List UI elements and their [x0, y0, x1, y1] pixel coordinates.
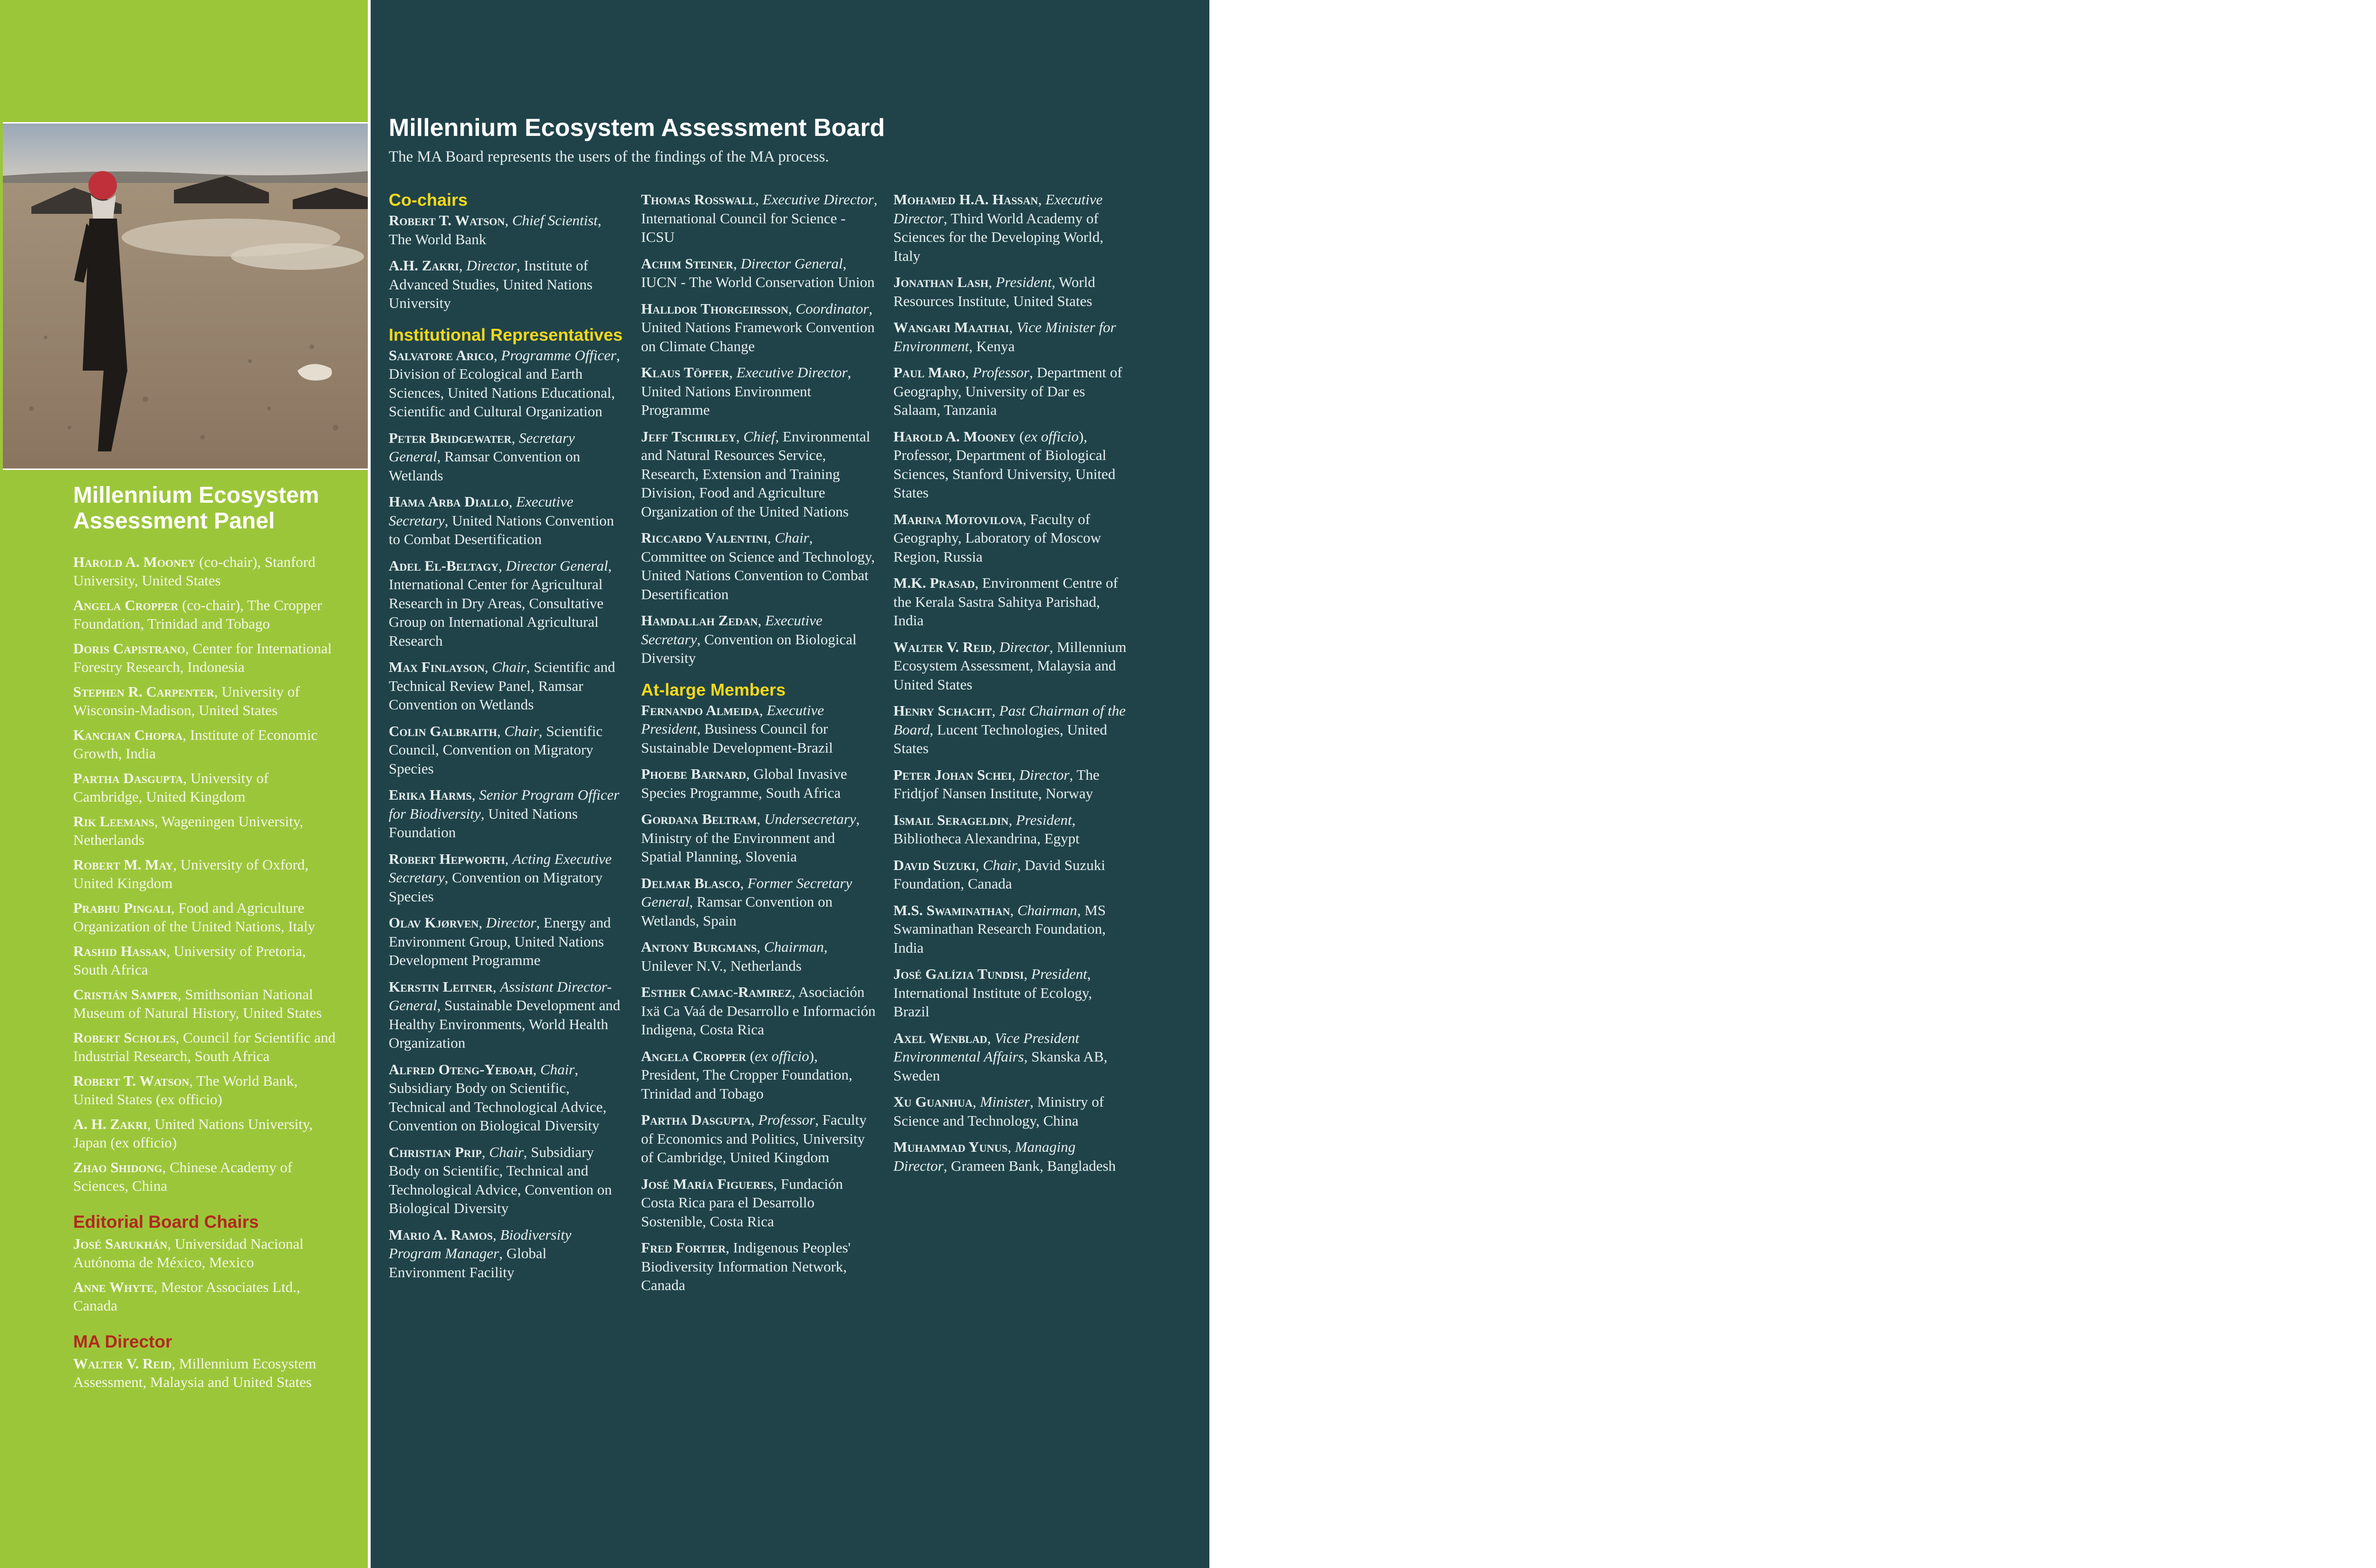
- member-name: Achim Steiner: [641, 255, 734, 272]
- member-name: Peter Johan Schei: [893, 766, 1012, 783]
- member-affiliation: , Chinese Academy of Sciences, China: [73, 1159, 293, 1194]
- member-entry: Angela Cropper (ex officio), President, The Cropper Foundation, Trinidad and Tobago: [641, 1047, 853, 1102]
- member-affiliation: , Faculty of Economics and Politics, University of Cambridge, United Kingdom: [641, 1111, 867, 1166]
- member-affiliation: , Environment Centre of the Kerala Sastra Sahitya Parishad, India: [893, 574, 1118, 629]
- member-role: Undersecretary: [764, 811, 856, 827]
- member-name: Peter Bridgewater: [389, 429, 512, 446]
- member-name: Hamdallah Zedan: [641, 612, 758, 629]
- member-role: Chair: [489, 1143, 524, 1160]
- member-role: Managing Director: [893, 1138, 1076, 1174]
- member-entry: Henry Schacht, Past Chairman of the Board, Lucent Technologies, United States: [893, 702, 1126, 756]
- institutional-list-part1: [389, 346, 626, 1282]
- member-entry: [641, 1175, 879, 1231]
- member-entry: [73, 942, 339, 979]
- member-entry: Klaus Töpfer, Executive Director, United Nations Environment Programme: [641, 364, 852, 418]
- member-name: Paul Maro: [893, 364, 966, 381]
- assessment-panel-list: [73, 483, 339, 1398]
- member-role: Executive Director: [893, 191, 1103, 227]
- member-entry: Wangari Maathai, Vice Minister for Environment, Kenya: [893, 319, 1116, 354]
- member-entry: [641, 1238, 879, 1295]
- member-affiliation: , Subsidiary Body on Scientific, Technical and Technological Advice, Convention on Biological Diversity: [389, 1143, 612, 1216]
- member-affiliation: , Indigenous Peoples' Biodiversity Information Network, Canada: [641, 1239, 851, 1293]
- member-name: Harold A. Mooney: [893, 428, 1016, 445]
- member-role: Chairman: [764, 938, 824, 955]
- member-role: Vice Minister for Environment: [893, 319, 1116, 354]
- member-role: Assistant Director-General: [389, 978, 612, 1013]
- member-affiliation: , The World Bank: [389, 212, 602, 248]
- member-entry: Harold A. Mooney (ex officio), Professor, Department of Biological Sciences, Stanford University, United States: [893, 428, 1116, 501]
- member-role: Executive Secretary: [389, 493, 574, 529]
- member-name: Walter V. Reid: [73, 1355, 172, 1372]
- atlarge-list-part1: [641, 701, 879, 1295]
- member-role: President: [1016, 811, 1072, 828]
- member-entry: [73, 1029, 339, 1065]
- member-entry: Erika Harms, Senior Program Officer for Biodiversity, United Nations Foundation: [389, 786, 620, 841]
- member-affiliation: , Kenya: [968, 337, 1015, 354]
- member-name: Angela Cropper: [73, 597, 179, 613]
- member-name: Jeff Tschirley: [641, 428, 736, 445]
- member-name: Harold A. Mooney: [73, 554, 196, 570]
- member-entry: A.H. Zakri, Director, Institute of Advanced Studies, United Nations University: [389, 257, 593, 311]
- member-name: Gordana Beltram: [641, 811, 757, 827]
- member-affiliation: (co-chair), Stanford University, United States: [73, 554, 316, 589]
- member-name: Ismail Serageldin: [893, 811, 1009, 828]
- member-entry: [73, 1355, 339, 1391]
- member-role: Executive President: [641, 701, 824, 737]
- member-name: Erika Harms: [389, 786, 472, 803]
- member-entry: Christian Prip, Chair, Subsidiary Body on Scientific, Technical and Technological Advice, Convention on Biological Diversity: [389, 1143, 612, 1216]
- member-role: Senior Program Officer for Biodiversity: [389, 786, 620, 822]
- member-entry: [73, 985, 339, 1022]
- member-entry: [73, 1278, 339, 1315]
- cochairs-heading: Co-chairs: [389, 190, 468, 210]
- member-entry: Jeff Tschirley, Chief, Environmental and Natural Resources Service, Research, Extension and Training Division, Food and Agriculture Organization of the United Nations: [641, 428, 871, 520]
- member-name: Kerstin Leitner: [389, 978, 493, 995]
- member-role: Chairman: [1017, 901, 1077, 918]
- member-entry: Gordana Beltram, Undersecretary, Ministry of the Environment and Spatial Planning, Slovenia: [641, 811, 860, 865]
- member-entry: [73, 1072, 339, 1109]
- member-name: Rashid Hassan: [73, 943, 167, 959]
- member-affiliation: , Fundación Costa Rica para el Desarrollo Sostenible, Costa Rica: [641, 1175, 843, 1230]
- member-entry: [73, 1115, 339, 1152]
- member-name: Wangari Maathai: [893, 319, 1009, 335]
- member-affiliation: ), President, The Cropper Foundation, Trinidad and Tobago: [641, 1047, 853, 1102]
- member-affiliation: (co-chair), The Cropper Foundation, Trinidad and Tobago: [73, 597, 322, 632]
- member-affiliation: , United Nations University, Japan (ex officio): [73, 1116, 313, 1151]
- member-name: Colin Galbraith: [389, 722, 497, 739]
- member-name: Halldor Thorgeirsson: [641, 300, 788, 317]
- institutional-list-part2: [641, 190, 879, 668]
- member-affiliation: , Grameen Bank, Bangladesh: [943, 1157, 1116, 1174]
- member-name: Xu Guanhua: [893, 1093, 973, 1110]
- member-entry: Jonathan Lash, President, World Resources Institute, United States: [893, 274, 1095, 309]
- member-entry: Ismail Serageldin, President, Bibliotheca Alexandrina, Egypt: [893, 811, 1080, 847]
- member-name: Partha Dasgupta: [73, 770, 183, 786]
- member-name: Phoebe Barnard: [641, 765, 746, 782]
- member-role: Professor: [972, 364, 1030, 381]
- member-role: Director: [486, 914, 537, 931]
- member-entry: [73, 899, 339, 936]
- member-name: Hama Arba Diallo: [389, 493, 509, 510]
- member-affiliation: , Faculty of Geography, Laboratory of Moscow Region, Russia: [893, 510, 1102, 565]
- member-role: Former Secretary General: [641, 874, 853, 910]
- member-affiliation: , Committee on Science and Technology, United Nations Convention to Combat Desertification: [641, 529, 875, 602]
- member-role: Vice President Environmental Affairs: [893, 1029, 1080, 1065]
- member-affiliation: , Subsidiary Body on Scientific, Technical and Technological Advice, Convention on Biological Diversity: [389, 1061, 607, 1134]
- member-role: Chair: [775, 529, 809, 546]
- member-entry: Muhammad Yunus, Managing Director, Grameen Bank, Bangladesh: [893, 1138, 1116, 1174]
- member-name: Mohamed H.A. Hassan: [893, 191, 1038, 208]
- member-affiliation: , MS Swaminathan Research Foundation, India: [893, 901, 1106, 956]
- member-entry: [641, 765, 879, 802]
- member-affiliation: , Ministry of the Environment and Spatial Planning, Slovenia: [641, 811, 860, 865]
- member-affiliation: , Ramsar Convention on Wetlands: [389, 448, 580, 484]
- member-name: José Galízia Tundisi: [893, 966, 1024, 982]
- member-affiliation: , United Nations Environment Programme: [641, 364, 852, 418]
- member-role: Chair: [504, 722, 539, 739]
- member-affiliation: , University of Oxford, United Kingdom: [73, 856, 309, 891]
- member-name: A.H. Zakri: [389, 257, 459, 274]
- member-affiliation: , Wageningen University, Netherlands: [73, 813, 304, 848]
- member-role: Chief Scientist: [512, 212, 598, 229]
- member-role: Director: [1019, 766, 1070, 783]
- member-entry: Mario A. Ramos, Biodiversity Program Manager, Global Environment Facility: [389, 1226, 572, 1281]
- member-name: Robert T. Watson: [73, 1072, 190, 1089]
- member-entry: David Suzuki, Chair, David Suzuki Foundation, Canada: [893, 856, 1105, 892]
- member-name: Christian Prip: [389, 1143, 482, 1160]
- member-entry: Kerstin Leitner, Assistant Director-General, Sustainable Development and Healthy Environments, World Health Organization: [389, 978, 621, 1051]
- member-name: Muhammad Yunus: [893, 1138, 1008, 1155]
- member-entry: [73, 856, 339, 892]
- member-name: Walter V. Reid: [893, 638, 992, 655]
- member-affiliation: , Department of Geography, University of Dar es Salaam, Tanzania: [893, 364, 1122, 418]
- member-role: Chief: [743, 428, 776, 445]
- member-entry: [893, 574, 1131, 630]
- member-role: ex officio: [1024, 428, 1079, 445]
- member-affiliation: , International Institute of Ecology, Brazil: [893, 966, 1092, 1020]
- member-role: Executive Secretary: [641, 612, 823, 648]
- member-name: Antony Burgmans: [641, 938, 757, 955]
- member-affiliation: , Smithsonian National Museum of Natural History, United States: [73, 986, 322, 1021]
- member-name: Alfred Oteng-Yeboah: [389, 1061, 533, 1078]
- member-entry: Fernando Almeida, Executive President, Business Council for Sustainable Development-Brazil: [641, 701, 833, 756]
- member-entry: [73, 726, 339, 763]
- member-entry: Adel El-Beltagy, Director General, International Center for Agricultural Research in Dry Areas, Consultative Group on International Agricultural Research: [389, 557, 612, 649]
- member-entry: Xu Guanhua, Minister, Ministry of Science and Technology, China: [893, 1093, 1104, 1129]
- member-affiliation: , David Suzuki Foundation, Canada: [893, 856, 1105, 892]
- member-name: Klaus Töpfer: [641, 364, 729, 381]
- member-affiliation: , Convention on Migratory Species: [389, 869, 603, 905]
- institutional-heading: Institutional Representatives: [389, 325, 623, 344]
- member-role: Executive Director: [762, 191, 874, 208]
- member-role: Secretary General: [389, 429, 575, 465]
- cochairs-list: [389, 211, 626, 313]
- member-name: Kanchan Chopra: [73, 727, 183, 743]
- member-affiliation: , International Council for Science - ICSU: [641, 191, 878, 245]
- member-name: Prabhu Pingali: [73, 899, 171, 916]
- member-name: Fernando Almeida: [641, 701, 760, 718]
- member-role: Acting Executive Secretary: [389, 850, 612, 886]
- member-name: José Sarukhán: [73, 1235, 168, 1252]
- board-subtitle: The MA Board represents the users of the findings of the MA process.: [389, 148, 829, 165]
- member-affiliation: , Skanska AB, Sweden: [893, 1048, 1108, 1084]
- member-role: Director General: [740, 255, 843, 272]
- member-name: Anne Whyte: [73, 1279, 154, 1295]
- member-affiliation: , Center for International Forestry Research, Indonesia: [73, 640, 332, 675]
- member-entry: Alfred Oteng-Yeboah, Chair, Subsidiary Body on Scientific, Technical and Technological Advice, Convention on Biological Diversity: [389, 1061, 607, 1134]
- member-entry: [73, 1158, 339, 1195]
- member-entry: Max Finlayson, Chair, Scientific and Technical Review Panel, Ramsar Convention on Wetlands: [389, 659, 615, 713]
- member-affiliation: , Council for Scientific and Industrial Research, South Africa: [73, 1029, 335, 1064]
- member-entry: Partha Dasgupta, Professor, Faculty of Economics and Politics, University of Cambridge, United Kingdom: [641, 1111, 867, 1166]
- member-affiliation: , Unilever N.V., Netherlands: [641, 938, 828, 974]
- member-entry: Thomas Rosswall, Executive Director, International Council for Science - ICSU: [641, 191, 878, 245]
- member-name: Henry Schacht: [893, 702, 992, 719]
- member-entry: Antony Burgmans, Chairman, Unilever N.V., Netherlands: [641, 938, 828, 974]
- member-entry: Paul Maro, Professor, Department of Geography, University of Dar es Salaam, Tanzania: [893, 364, 1122, 418]
- member-entry: [73, 596, 339, 633]
- board-column-2: [641, 190, 879, 1302]
- member-role: Executive Director: [736, 364, 848, 381]
- member-entry: Peter Bridgewater, Secretary General, Ramsar Convention on Wetlands: [389, 429, 580, 484]
- member-name: Fred Fortier: [641, 1239, 726, 1256]
- member-affiliation: , United Nations Convention to Combat Desertification: [389, 512, 614, 547]
- board-title: Millennium Ecosystem Assessment Board: [389, 114, 885, 142]
- member-affiliation: , Asociación Ixä Ca Vaá de Desarrollo e Información Indigena, Costa Rica: [641, 984, 876, 1038]
- member-entry: M.S. Swaminathan, Chairman, MS Swaminathan Research Foundation, India: [893, 901, 1106, 956]
- member-entry: Achim Steiner, Director General, IUCN - The World Conservation Union: [641, 255, 875, 290]
- member-affiliation: , Business Council for Sustainable Development-Brazil: [641, 720, 833, 756]
- member-affiliation: , Lucent Technologies, United States: [893, 721, 1107, 756]
- member-name: David Suzuki: [893, 856, 976, 873]
- editorial-heading: Editorial Board Chairs: [73, 1212, 259, 1232]
- board-column-3: [893, 190, 1131, 1183]
- member-entry: Robert Hepworth, Acting Executive Secretary, Convention on Migratory Species: [389, 850, 612, 905]
- editorial-chairs: [73, 1235, 339, 1315]
- blank-page-area: [1209, 0, 2376, 1568]
- member-affiliation: , University of Pretoria, South Africa: [73, 943, 306, 978]
- member-name: Cristián Samper: [73, 986, 178, 1003]
- member-name: José María Figueres: [641, 1175, 774, 1192]
- member-affiliation: , University of Cambridge, United Kingdom: [73, 770, 269, 805]
- member-entry: [73, 1235, 339, 1272]
- member-name: Robert T. Watson: [389, 212, 505, 229]
- member-affiliation: , The Fridtjof Nansen Institute, Norway: [893, 766, 1100, 802]
- member-name: Riccardo Valentini: [641, 529, 767, 546]
- member-role: Chair: [492, 659, 527, 675]
- member-affiliation: , Institute of Economic Growth, India: [73, 727, 318, 762]
- member-name: Robert Scholes: [73, 1029, 176, 1046]
- ma-director: [73, 1355, 339, 1391]
- member-name: Salvatore Arico: [389, 346, 494, 363]
- atlarge-heading: At-large Members: [641, 679, 786, 699]
- member-role: President: [1031, 966, 1087, 982]
- member-name: Partha Dasgupta: [641, 1111, 751, 1128]
- member-name: Thomas Rosswall: [641, 191, 756, 208]
- panel-title: Millennium Ecosystem Assessment Panel: [73, 483, 319, 534]
- member-entry: [73, 640, 339, 676]
- member-name: Angela Cropper: [641, 1047, 747, 1064]
- member-affiliation: , International Center for Agricultural Research in Dry Areas, Consultative Group on International Agricultural Research: [389, 557, 612, 649]
- member-role: Director General: [506, 557, 608, 574]
- member-role: Coordinator: [795, 300, 869, 317]
- member-role: Director: [466, 257, 517, 274]
- member-role: Programme Officer: [501, 346, 616, 363]
- member-role: President: [996, 274, 1052, 290]
- member-entry: Walter V. Reid, Director, Millennium Ecosystem Assessment, Malaysia and United States: [893, 638, 1127, 693]
- member-name: Stephen R. Carpenter: [73, 683, 214, 700]
- member-affiliation: , Bibliotheca Alexandrina, Egypt: [893, 811, 1080, 847]
- member-name: Max Finlayson: [389, 659, 485, 675]
- member-name: Olav Kjørven: [389, 914, 479, 931]
- member-entry: Halldor Thorgeirsson, Coordinator, United Nations Framework Convention on Climate Change: [641, 300, 875, 354]
- member-entry: [73, 683, 339, 719]
- member-entry: Colin Galbraith, Chair, Scientific Council, Convention on Migratory Species: [389, 722, 603, 777]
- member-role: Chair: [540, 1061, 575, 1078]
- member-name: M.S. Swaminathan: [893, 901, 1010, 918]
- member-affiliation: , Global Invasive Species Programme, South Africa: [641, 765, 847, 801]
- member-role: Chair: [983, 856, 1017, 873]
- member-role: Past Chairman of the Board: [893, 702, 1126, 738]
- member-entry: Hamdallah Zedan, Executive Secretary, Convention on Biological Diversity: [641, 612, 857, 666]
- member-name: Robert M. May: [73, 856, 173, 873]
- member-role: Minister: [980, 1093, 1030, 1110]
- member-affiliation: , Millennium Ecosystem Assessment, Malaysia and United States: [893, 638, 1127, 693]
- member-role: ex officio: [755, 1047, 809, 1064]
- member-affiliation: , Ramsar Convention on Wetlands, Spain: [641, 893, 833, 929]
- member-entry: Salvatore Arico, Programme Officer, Division of Ecological and Earth Sciences, United Nations Educational, Scientific and Cultural Organization: [389, 346, 620, 420]
- director-heading: MA Director: [73, 1332, 172, 1351]
- member-affiliation: , World Resources Institute, United States: [893, 274, 1095, 309]
- member-entry: Peter Johan Schei, Director, The Fridtjof Nansen Institute, Norway: [893, 766, 1100, 802]
- member-entry: Robert T. Watson, Chief Scientist, The World Bank: [389, 212, 602, 248]
- member-entry: [73, 813, 339, 849]
- member-affiliation: , Energy and Environment Group, United Nations Development Programme: [389, 914, 611, 968]
- member-name: Delmar Blasco: [641, 874, 740, 891]
- member-entry: [73, 553, 339, 590]
- member-affiliation: ), Professor, Department of Biological Sciences, Stanford University, United States: [893, 428, 1116, 501]
- member-entry: Riccardo Valentini, Chair, Committee on Science and Technology, United Nations Convention to Combat Desertification: [641, 529, 875, 602]
- atlarge-list-part2: [893, 190, 1131, 1175]
- member-entry: [73, 769, 339, 806]
- member-affiliation: , Sustainable Development and Healthy Environments, World Health Organization: [389, 997, 621, 1051]
- member-affiliation: , Convention on Biological Diversity: [641, 631, 857, 666]
- member-name: Mario A. Ramos: [389, 1226, 493, 1243]
- member-entry: Axel Wenblad, Vice President Environmental Affairs, Skanska AB, Sweden: [893, 1029, 1108, 1084]
- desert-herder-photo: [3, 122, 368, 470]
- photo-illustration: [3, 124, 368, 468]
- member-affiliation: , Food and Agriculture Organization of the United Nations, Italy: [73, 899, 316, 935]
- member-name: Rik Leemans: [73, 813, 154, 830]
- member-role: Director: [999, 638, 1050, 655]
- member-name: A. H. Zakri: [73, 1116, 147, 1132]
- member-affiliation: , Environmental and Natural Resources Service, Research, Extension and Training Division, Food and Agriculture Organization of the United Nations: [641, 428, 871, 520]
- member-affiliation: , University of Wisconsin-Madison, United States: [73, 683, 300, 718]
- member-affiliation: , Mestor Associates Ltd., Canada: [73, 1279, 300, 1314]
- member-name: Axel Wenblad: [893, 1029, 987, 1046]
- member-affiliation: , Universidad Nacional Autónoma de México, Mexico: [73, 1235, 304, 1271]
- member-affiliation: , United Nations Foundation: [389, 805, 578, 841]
- member-name: Esther Camac-Ramirez: [641, 984, 792, 1000]
- member-affiliation: , IUCN - The World Conservation Union: [641, 255, 875, 290]
- member-entry: [641, 983, 879, 1039]
- member-affiliation: , Ministry of Science and Technology, China: [893, 1093, 1104, 1129]
- member-entry: Delmar Blasco, Former Secretary General, Ramsar Convention on Wetlands, Spain: [641, 874, 853, 929]
- member-role: Biodiversity Program Manager: [389, 1226, 572, 1262]
- member-affiliation: , Third World Academy of Sciences for the Developing World, Italy: [893, 210, 1104, 264]
- member-entry: Olav Kjørven, Director, Energy and Environment Group, United Nations Development Programme: [389, 914, 611, 968]
- member-affiliation: , Millennium Ecosystem Assessment, Malaysia and United States: [73, 1355, 316, 1390]
- member-name: Jonathan Lash: [893, 274, 988, 290]
- member-affiliation: , Division of Ecological and Earth Sciences, United Nations Educational, Scientific and Cultural Organization: [389, 346, 620, 420]
- member-name: Marina Motovilova: [893, 510, 1023, 527]
- member-entry: José Galízia Tundisi, President, International Institute of Ecology, Brazil: [893, 966, 1092, 1020]
- member-entry: Mohamed H.A. Hassan, Executive Director, Third World Academy of Sciences for the Developing World, Italy: [893, 191, 1104, 264]
- member-affiliation: , Global Environment Facility: [389, 1245, 547, 1281]
- board-column-1: [389, 190, 626, 1289]
- member-affiliation: , Scientific and Technical Review Panel, Ramsar Convention on Wetlands: [389, 659, 615, 713]
- member-name: Doris Capistrano: [73, 640, 185, 657]
- member-entry: Hama Arba Diallo, Executive Secretary, United Nations Convention to Combat Desertification: [389, 493, 614, 547]
- panel-members: [73, 553, 339, 1195]
- member-entry: [893, 510, 1131, 566]
- member-name: M.K. Prasad: [893, 574, 975, 591]
- member-name: Zhao Shidong: [73, 1159, 163, 1176]
- member-affiliation: , Scientific Council, Convention on Migratory Species: [389, 722, 603, 777]
- member-name: Adel El-Beltagy: [389, 557, 498, 574]
- member-affiliation: , United Nations Framework Convention on Climate Change: [641, 300, 875, 354]
- member-affiliation: , Institute of Advanced Studies, United Nations University: [389, 257, 593, 311]
- member-affiliation: , The World Bank, United States (ex officio): [73, 1072, 298, 1108]
- member-name: Robert Hepworth: [389, 850, 505, 867]
- member-role: Professor: [758, 1111, 815, 1128]
